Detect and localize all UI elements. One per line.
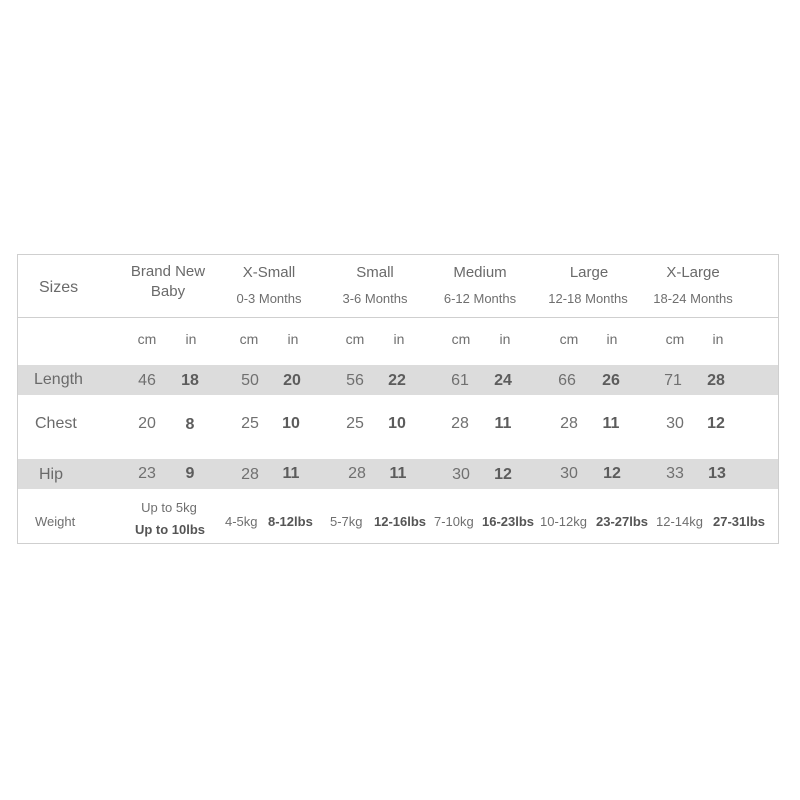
chest-cm-value: 25 [241,415,259,432]
size-medium-name: Medium [453,264,507,281]
size-brand-new-line1: Brand New [130,263,206,280]
unit-cm: cm [665,331,685,347]
size-xsmall-name: X-Small [242,264,296,281]
unit-cm: cm [345,331,365,347]
chest-cm-value: 28 [560,415,578,432]
size-large-name: Large [569,264,609,281]
chest-cm-value: 28 [451,415,469,432]
hip-cm-value: 28 [241,466,259,483]
weight-lbs-value: 27-31lbs [713,514,766,529]
weight-lbs-value: 23-27lbs [596,514,649,529]
chest-in-value: 10 [282,415,300,432]
row-label-weight: Weight [35,514,76,529]
length-in-value: 28 [707,372,725,389]
length-in-value: 20 [283,372,301,389]
hip-in-value: 13 [708,465,726,482]
size-small-name: Small [356,264,394,281]
size-xsmall-range: 0-3 Months [236,291,302,306]
hip-cm-value: 30 [560,465,578,482]
chest-in-value: 11 [494,415,512,432]
unit-cm: cm [559,331,579,347]
hip-cm-value: 23 [138,465,156,482]
size-xlarge-range: 18-24 Months [653,291,733,306]
chest-in-value: 8 [185,416,195,433]
hip-in-value: 12 [603,465,621,482]
size-chart [17,254,779,544]
length-cm-value: 66 [558,372,576,389]
size-xlarge-name: X-Large [666,264,720,281]
unit-cm: cm [451,331,471,347]
length-in-value: 22 [388,372,406,389]
unit-in: in [185,331,197,347]
unit-in: in [287,331,299,347]
weight-lbs-value: 12-16lbs [374,514,427,529]
chest-in-value: 12 [707,415,725,432]
weight-lbs-value: 8-12lbs [268,514,313,529]
unit-cm: cm [137,331,157,347]
chest-in-value: 11 [602,415,620,432]
unit-in: in [499,331,511,347]
unit-in: in [712,331,724,347]
chest-in-value: 10 [388,415,406,432]
size-large-range: 12-18 Months [548,291,628,306]
row-label-hip: Hip [39,466,64,483]
weight-kg-value: 10-12kg [540,514,587,529]
length-in-value: 26 [602,372,620,389]
length-in-value: 24 [494,372,512,389]
length-cm-value: 61 [451,372,469,389]
hip-cm-value: 30 [452,466,470,483]
weight-kg-value: Up to 5kg [141,500,197,515]
hip-in-value: 12 [494,466,512,483]
sizes-header: Sizes [39,279,79,296]
length-cm-value: 50 [241,372,259,389]
weight-kg-value: 5-7kg [330,514,363,529]
size-brand-new-line2: Baby [150,283,186,300]
chest-cm-value: 25 [346,415,364,432]
size-medium-range: 6-12 Months [443,291,517,306]
row-label-length: Length [34,371,83,388]
hip-in-value: 11 [282,465,300,482]
hip-in-value: 9 [185,465,195,482]
length-cm-value: 56 [346,372,364,389]
length-cm-value: 71 [664,372,682,389]
hip-cm-value: 33 [666,465,684,482]
weight-kg-value: 7-10kg [434,514,474,529]
chest-cm-value: 30 [666,415,684,432]
weight-lbs-value: Up to 10lbs [134,522,206,537]
header-divider [18,317,778,318]
unit-cm: cm [239,331,259,347]
weight-lbs-value: 16-23lbs [482,514,535,529]
chest-cm-value: 20 [138,415,156,432]
hip-cm-value: 28 [348,465,366,482]
unit-in: in [393,331,405,347]
hip-in-value: 11 [389,465,407,482]
length-cm-value: 46 [138,372,156,389]
row-label-chest: Chest [35,415,77,432]
length-in-value: 18 [181,372,199,389]
unit-in: in [606,331,618,347]
weight-kg-value: 4-5kg [225,514,258,529]
size-small-range: 3-6 Months [342,291,408,306]
weight-kg-value: 12-14kg [656,514,703,529]
